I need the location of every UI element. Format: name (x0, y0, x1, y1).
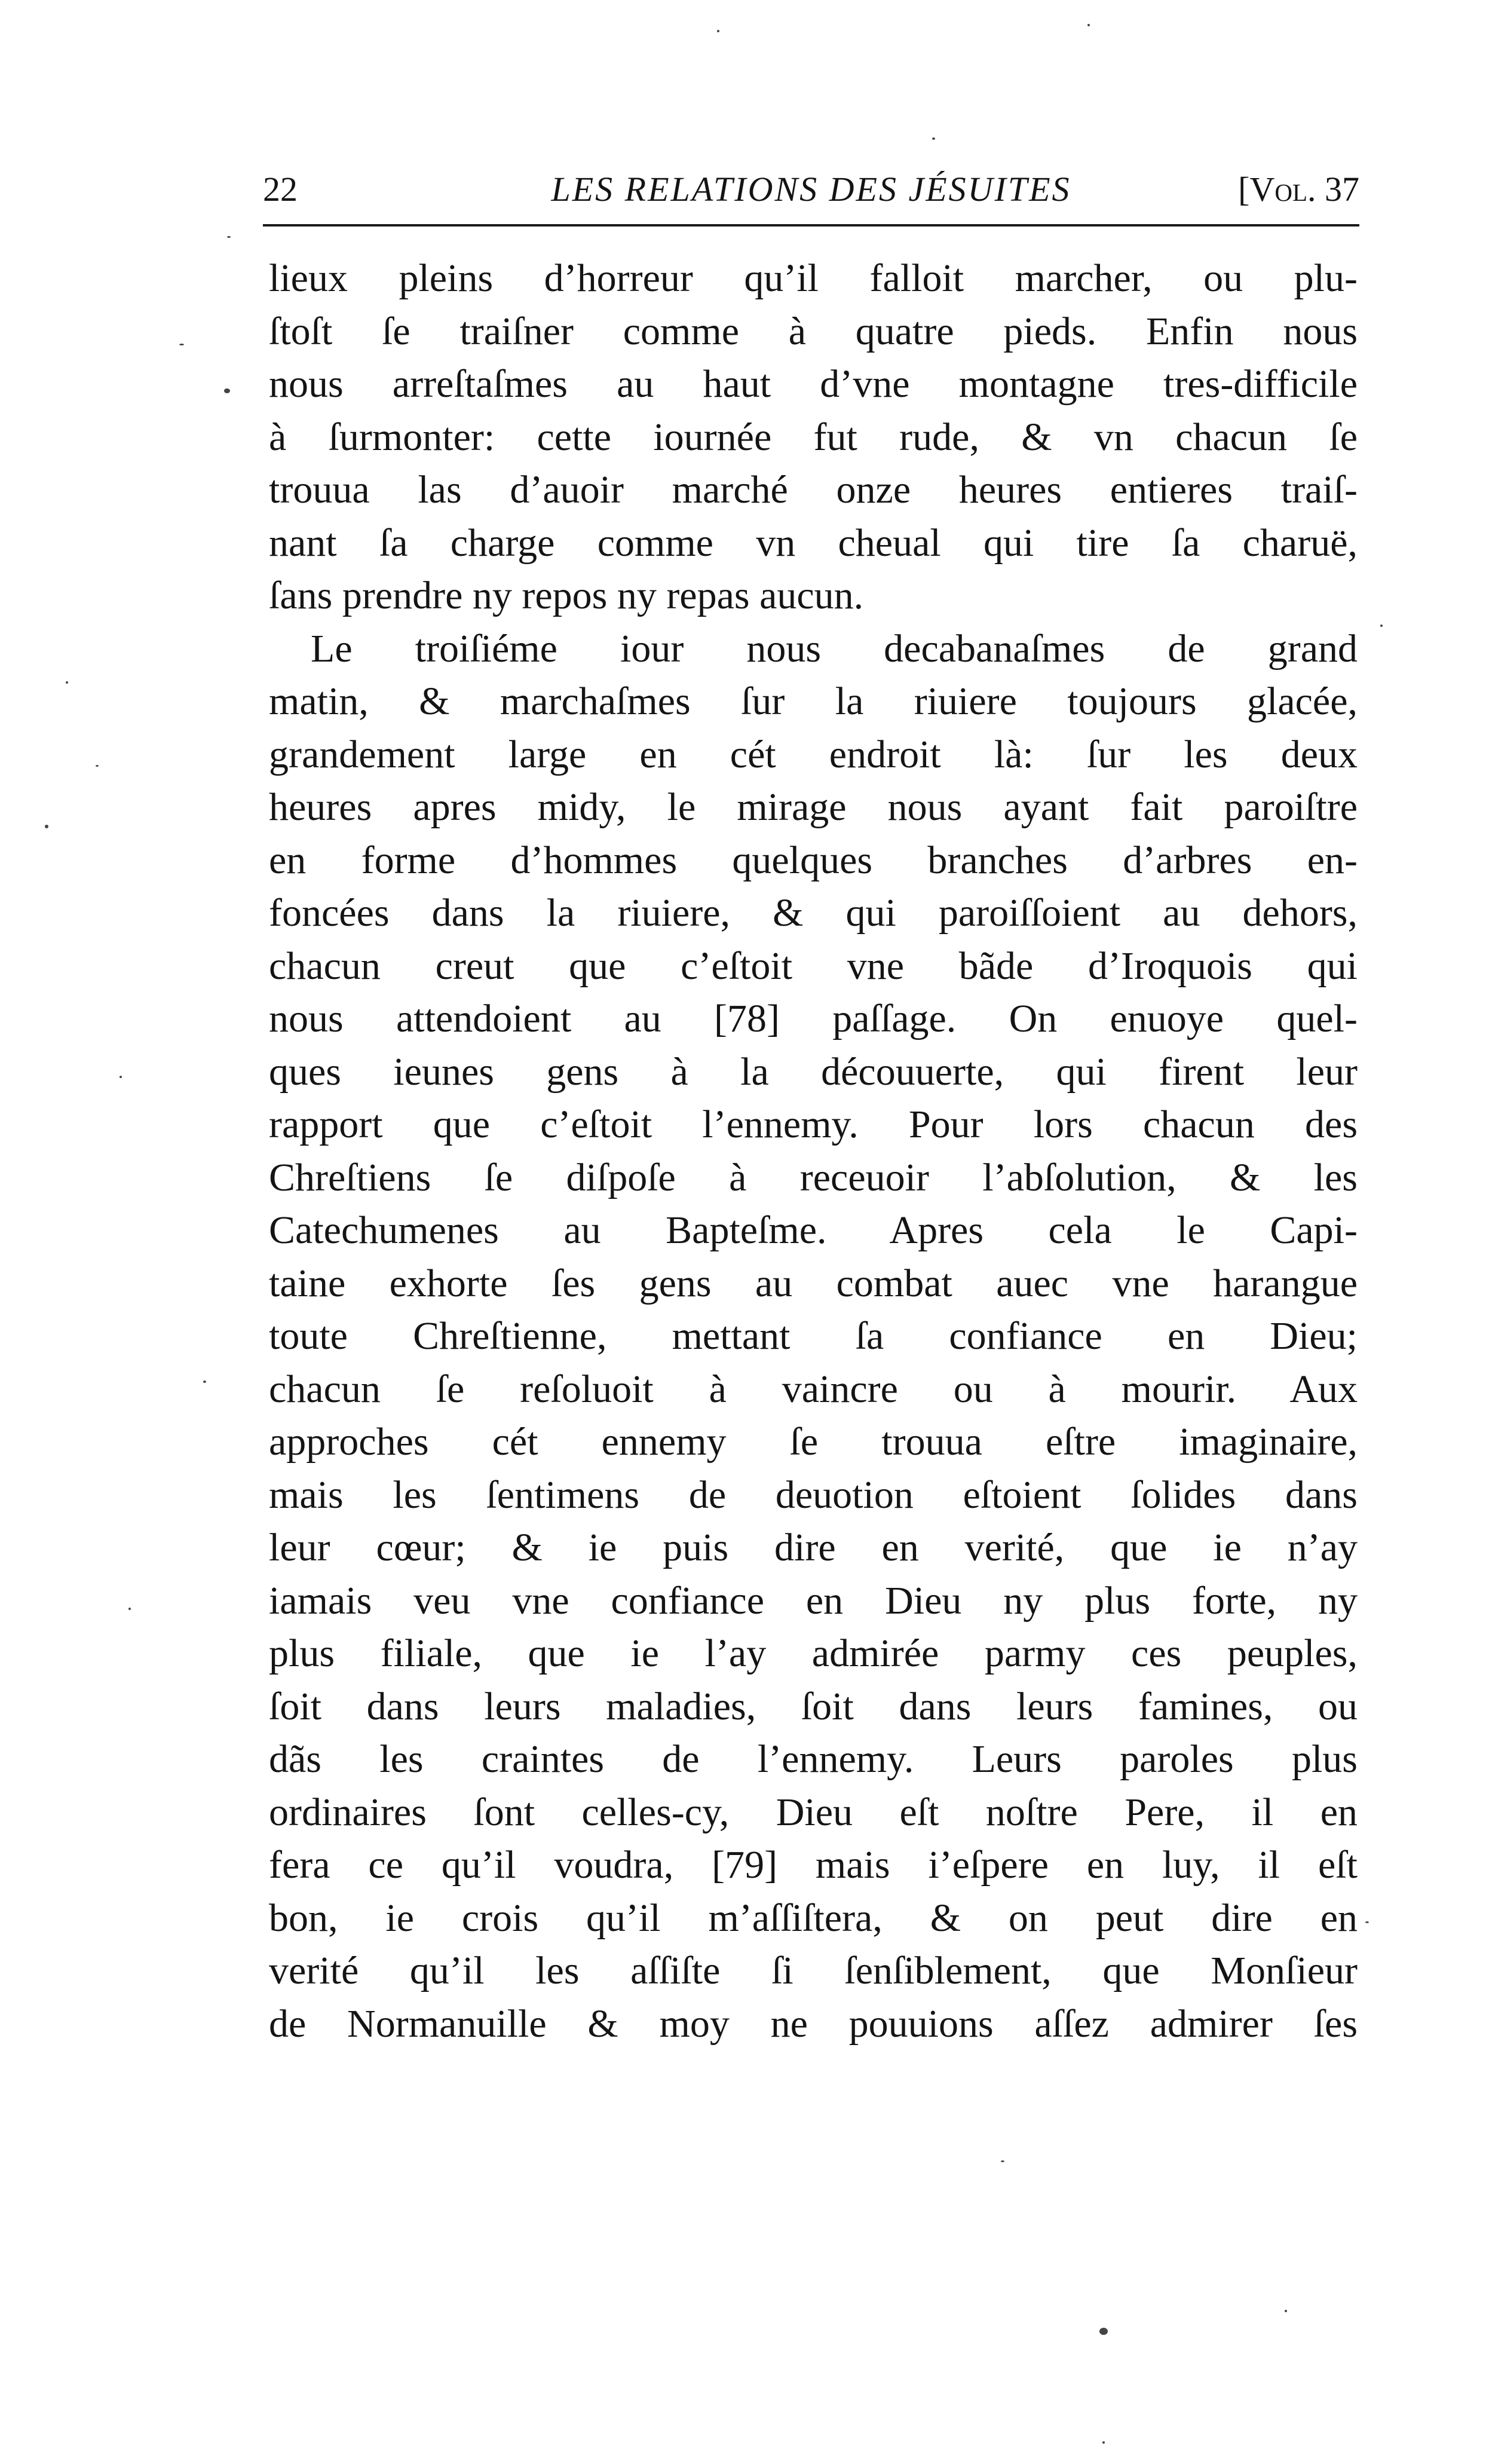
speck (227, 236, 231, 238)
text-line: heures apres midy, le mirage nous ayant fait paroiſtre (269, 785, 1358, 829)
text-line: ſans prendre ny repos ny repas aucun. (269, 574, 864, 617)
text-line: chacun creut que c’eſtoit vne bãde d’Iroquois qui (269, 944, 1358, 988)
running-title: LES RELATIONS DES JÉSUITES (551, 170, 1071, 209)
body-text (269, 252, 1358, 2050)
text-line: de Normanuille & moy ne pouuions aſſez admirer ſes (269, 2001, 1358, 2046)
text-line: matin, & marchaſmes ſur la riuiere toujours glacée, (269, 679, 1358, 723)
text-line: à ſurmonter: cette iournée fut rude, & vn chacun ſe (269, 415, 1358, 459)
text-line: ordinaires ſont celles-cy, Dieu eſt noſtre Pere, il en (269, 1790, 1358, 1834)
text-line: nous attendoient au [78] paſſage. On enuoye quel- (269, 997, 1358, 1040)
speck (932, 137, 935, 140)
speck (1365, 1921, 1369, 1923)
text-line: ſtoſt ſe traiſner comme à quatre pieds. Enfin nous (269, 309, 1358, 353)
text-line: taine exhorte ſes gens au combat auec vne harangue (269, 1261, 1358, 1305)
volume-label: [Vol. 37 (1238, 170, 1359, 209)
speck (45, 825, 48, 828)
text-line: rapport que c’eſtoit l’ennemy. Pour lors chacun des (269, 1103, 1358, 1146)
text-line: Chreſtiens ſe diſpoſe à receuoir l’abſolution, & les (269, 1155, 1358, 1199)
speck (1087, 24, 1090, 26)
text-line: leur cœur; & ie puis dire en verité, que ie n’ay (269, 1526, 1358, 1569)
running-head (263, 169, 1359, 210)
text-line: en forme d’hommes quelques branches d’arbres en- (269, 838, 1358, 882)
text-line: grandement large en cét endroit là: ſur les deux (269, 732, 1358, 776)
speck (1102, 2441, 1105, 2444)
speck (203, 1381, 206, 1383)
text-line: approches cét ennemy ſe trouua eſtre imaginaire, (269, 1420, 1358, 1464)
header-rule (263, 224, 1359, 226)
text-line: toute Chreſtienne, mettant ſa confiance en Dieu; (269, 1314, 1358, 1358)
speck (96, 765, 99, 767)
text-line: iamais veu vne confiance en Dieu ny plus forte, ny (269, 1578, 1358, 1623)
speck (224, 388, 230, 393)
text-line: verité qu’il les aſſiſte ſi ſenſiblement, que Monſieur (269, 1949, 1358, 1992)
speck (179, 344, 184, 345)
page-number: 22 (263, 170, 298, 209)
text-line: chacun ſe reſoluoit à vaincre ou à mourir. Aux (269, 1367, 1358, 1411)
text-line: plus filiale, que ie l’ay admirée parmy ces peuples, (269, 1632, 1358, 1675)
speck (717, 30, 719, 32)
text-line: lieux pleins d’horreur qu’il falloit marcher, ou plu- (269, 256, 1358, 300)
speck (1099, 2328, 1108, 2335)
speck (128, 1608, 131, 1610)
speck (1285, 2310, 1287, 2312)
text-line: foncées dans la riuiere, & qui paroiſſoient au dehors, (269, 891, 1358, 935)
text-line: mais les ſentimens de deuotion eſtoient ſolides dans (269, 1473, 1358, 1517)
speck (66, 681, 68, 684)
text-line: nous arreſtaſmes au haut d’vne montagne tres-difficile (269, 362, 1358, 406)
text-line: dãs les craintes de l’ennemy. Leurs paroles plus (269, 1737, 1358, 1781)
speck (1380, 625, 1383, 627)
text-line: nant ſa charge comme vn cheual qui tire ſa charuë, (269, 521, 1358, 565)
text-line: ques ieunes gens à la découuerte, qui firent leur (269, 1049, 1358, 1094)
text-line: trouua las d’auoir marché onze heures entieres traiſ- (269, 468, 1358, 512)
text-line: bon, ie crois qu’il m’aſſiſtera, & on peut dire en (269, 1896, 1358, 1940)
speck (1001, 2160, 1004, 2162)
text-line: Le troiſiéme iour nous decabanaſmes de grand (311, 626, 1358, 671)
speck (120, 1076, 122, 1078)
text-line: ſoit dans leurs maladies, ſoit dans leurs famines, ou (269, 1684, 1358, 1728)
text-line: fera ce qu’il voudra, [79] mais i’eſpere en luy, il eſt (269, 1843, 1358, 1887)
text-line: Catechumenes au Bapteſme. Apres cela le Capi- (269, 1208, 1358, 1252)
